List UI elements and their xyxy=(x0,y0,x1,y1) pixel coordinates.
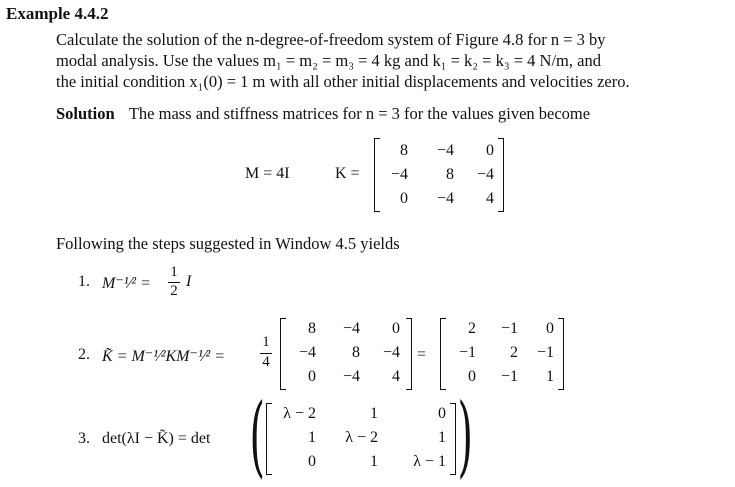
step2-frac-den: 4 xyxy=(262,354,270,370)
matrix-cell: −1 xyxy=(500,320,518,337)
step1-lhs: M⁻¹⁄² = xyxy=(102,275,151,292)
matrix-cell: λ − 2 xyxy=(283,405,316,422)
matrix-cell: −4 xyxy=(436,190,454,207)
matrix-cell: −4 xyxy=(342,368,360,385)
mass-equation: M = 4I xyxy=(245,165,290,182)
step2-matrix-b xyxy=(440,318,564,390)
step1-number: 1. xyxy=(78,273,90,290)
step2-lhs: K̃ = M⁻¹⁄²KM⁻¹⁄² = xyxy=(102,348,226,365)
matrix-cell: −4 xyxy=(476,166,494,183)
problem-line-1: Calculate the solution of the n-degree-of-freedom system of Figure 4.8 for n = 3 by xyxy=(56,30,606,49)
matrix-cell: −1 xyxy=(536,344,554,361)
matrix-cell: 0 xyxy=(308,453,316,470)
matrix-cell: 4 xyxy=(392,368,400,385)
following-text: Following the steps suggested in Window 4.5 yields xyxy=(56,234,400,253)
matrix-cell: −4 xyxy=(342,320,360,337)
matrix-cell: −1 xyxy=(500,368,518,385)
matrix-cell: 0 xyxy=(392,320,400,337)
matrix-cell: 8 xyxy=(446,166,454,183)
solution-line xyxy=(56,104,590,124)
problem-line-3: the initial condition x₁(0) = 1 m with all other initial displacements and velocities zero. xyxy=(56,72,630,91)
matrix-cell: 0 xyxy=(308,368,316,385)
solution-label: Solution xyxy=(56,104,115,123)
step2-number: 2. xyxy=(78,346,90,363)
stiffness-label: K = xyxy=(335,165,360,182)
matrix-cell: 0 xyxy=(468,368,476,385)
problem-line-2: modal analysis. Use the values m₁ = m₂ = m₃ = 4 kg and k₁ = k₂ = k₃ = 4 N/m, and xyxy=(56,51,601,70)
step3-matrix xyxy=(266,403,456,475)
matrix-cell: −4 xyxy=(298,344,316,361)
matrix-cell: −4 xyxy=(390,166,408,183)
step1-rhs: I xyxy=(186,273,192,290)
matrix-cell: −4 xyxy=(382,344,400,361)
matrix-cell: λ − 1 xyxy=(413,453,446,470)
matrix-cell: 0 xyxy=(438,405,446,422)
matrix-cell: 1 xyxy=(438,429,446,446)
matrix-cell: 8 xyxy=(400,142,408,159)
matrix-cell: 1 xyxy=(370,453,378,470)
example-heading: Example 4.4.2 xyxy=(6,4,109,23)
step1-fraction xyxy=(168,264,180,302)
step1-frac-den: 2 xyxy=(170,283,178,299)
step2-frac-num: 1 xyxy=(262,334,270,350)
step2-matrix-a xyxy=(280,318,412,390)
matrix-cell: −4 xyxy=(436,142,454,159)
left-paren: ( xyxy=(249,384,265,487)
step1-frac-num: 1 xyxy=(170,264,178,280)
matrix-cell: 4 xyxy=(486,190,494,207)
step3-lhs: det(λI − K̃) = det xyxy=(102,430,211,447)
matrix-cell: 2 xyxy=(468,320,476,337)
step3-number: 3. xyxy=(78,430,90,447)
matrix-cell: 1 xyxy=(370,405,378,422)
right-paren: ) xyxy=(457,384,473,487)
matrix-cell: −1 xyxy=(458,344,476,361)
matrix-cell: 8 xyxy=(308,320,316,337)
matrix-cell: 0 xyxy=(546,320,554,337)
matrix-cell: 1 xyxy=(546,368,554,385)
matrix-cell: 0 xyxy=(400,190,408,207)
matrix-cell: 0 xyxy=(486,142,494,159)
matrix-cell: 8 xyxy=(352,344,360,361)
step2-fraction xyxy=(260,334,272,374)
solution-text: The mass and stiffness matrices for n = 3 for the values given become xyxy=(128,104,591,123)
step2-equals: = xyxy=(417,346,427,363)
matrix-cell: 1 xyxy=(308,429,316,446)
matrix-cell: 2 xyxy=(510,344,518,361)
matrix-cell: λ − 2 xyxy=(345,429,378,446)
stiffness-matrix xyxy=(374,138,504,212)
